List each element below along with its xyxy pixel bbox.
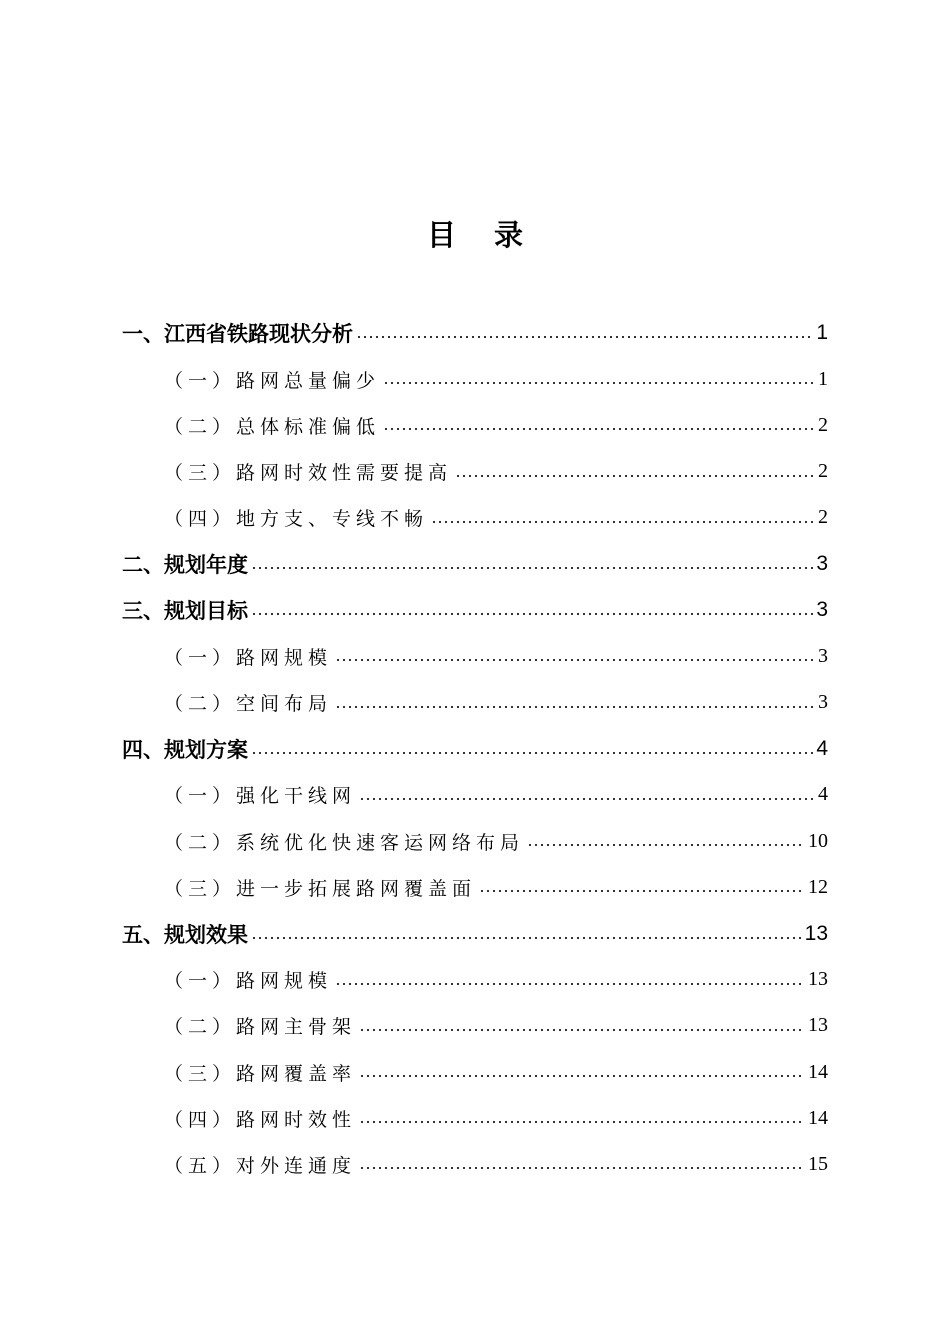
dot-leader xyxy=(383,382,815,384)
toc-page-number: 13 xyxy=(804,921,828,945)
toc-entry-label: （一）路网规模 xyxy=(164,970,333,993)
toc-page-number: 3 xyxy=(818,691,828,714)
dot-leader xyxy=(251,613,813,615)
dot-leader xyxy=(431,521,815,523)
toc-entry[interactable] xyxy=(122,495,828,541)
toc-entry[interactable] xyxy=(122,356,828,402)
toc-page-number: 3 xyxy=(818,644,828,667)
toc-entry-label: （一）强化干线网 xyxy=(164,785,357,808)
dot-leader xyxy=(251,937,802,939)
toc-entry[interactable] xyxy=(122,864,828,910)
toc-page-number: 3 xyxy=(816,598,828,622)
toc-entry-label: （四）地方支、专线不畅 xyxy=(164,508,429,531)
toc-page-number: 15 xyxy=(808,1152,828,1175)
dot-leader xyxy=(455,475,815,477)
toc-entry-label: （四）路网时效性 xyxy=(164,1108,357,1131)
toc-entry-label: （三）进一步拓展路网覆盖面 xyxy=(164,877,477,900)
toc-entry-label: （二）总体标准偏低 xyxy=(164,415,381,438)
dot-leader xyxy=(251,752,813,754)
toc-page-number: 14 xyxy=(808,1060,828,1083)
dot-leader xyxy=(251,567,813,569)
toc-entry[interactable] xyxy=(122,957,828,1003)
toc-entry-label: 五、规划效果 xyxy=(122,922,248,947)
dot-leader xyxy=(479,890,805,892)
toc-entry-label: 四、规划方案 xyxy=(122,737,248,762)
toc-page-number: 13 xyxy=(808,1014,828,1037)
toc-page-number: 14 xyxy=(808,1106,828,1129)
dot-leader xyxy=(359,1029,805,1031)
toc-entry[interactable] xyxy=(122,1141,828,1187)
toc-entry-label: （一）路网规模 xyxy=(164,646,333,669)
toc-entry[interactable] xyxy=(122,726,828,772)
table-of-contents xyxy=(122,310,828,1188)
toc-entry[interactable] xyxy=(122,587,828,633)
toc-entry[interactable] xyxy=(122,680,828,726)
page-title: 目 录 xyxy=(426,218,538,252)
toc-page-number: 2 xyxy=(818,460,828,483)
toc-entry-label: （三）路网时效性需要提高 xyxy=(164,462,453,485)
toc-entry-label: （五）对外连通度 xyxy=(164,1154,357,1177)
toc-entry-label: （二）系统优化快速客运网络布局 xyxy=(164,831,525,854)
toc-entry[interactable] xyxy=(122,1049,828,1095)
dot-leader xyxy=(335,659,815,661)
toc-page-number: 2 xyxy=(818,506,828,529)
toc-entry[interactable] xyxy=(122,818,828,864)
toc-entry-label: （二）路网主骨架 xyxy=(164,1016,357,1039)
toc-entry[interactable] xyxy=(122,310,828,356)
toc-entry[interactable] xyxy=(122,402,828,448)
dot-leader xyxy=(356,336,813,338)
dot-leader xyxy=(527,844,805,846)
toc-page-number: 1 xyxy=(818,367,828,390)
toc-entry-label: （三）路网覆盖率 xyxy=(164,1062,357,1085)
toc-entry-label: 三、规划目标 xyxy=(122,599,248,624)
toc-page-number: 4 xyxy=(816,736,828,760)
toc-entry-label: 一、江西省铁路现状分析 xyxy=(122,322,353,347)
toc-entry-label: （一）路网总量偏少 xyxy=(164,369,381,392)
toc-entry[interactable] xyxy=(122,1095,828,1141)
toc-entry[interactable] xyxy=(122,910,828,956)
toc-page-number: 1 xyxy=(816,321,828,345)
toc-page-number: 12 xyxy=(808,875,828,898)
dot-leader xyxy=(359,1075,805,1077)
toc-page-number: 10 xyxy=(808,829,828,852)
toc-entry-label: （二）空间布局 xyxy=(164,693,333,716)
dot-leader xyxy=(335,706,815,708)
dot-leader xyxy=(359,798,815,800)
toc-page-number: 13 xyxy=(808,968,828,991)
dot-leader xyxy=(359,1121,805,1123)
toc-entry[interactable] xyxy=(122,541,828,587)
toc-entry[interactable] xyxy=(122,772,828,818)
toc-entry-label: 二、规划年度 xyxy=(122,553,248,578)
toc-entry[interactable] xyxy=(122,449,828,495)
toc-page-number: 2 xyxy=(818,413,828,436)
toc-page-number: 4 xyxy=(818,783,828,806)
dot-leader xyxy=(335,983,805,985)
toc-entry[interactable] xyxy=(122,1003,828,1049)
dot-leader xyxy=(359,1167,805,1169)
toc-page-number: 3 xyxy=(816,552,828,576)
dot-leader xyxy=(383,428,815,430)
toc-entry[interactable] xyxy=(122,633,828,679)
